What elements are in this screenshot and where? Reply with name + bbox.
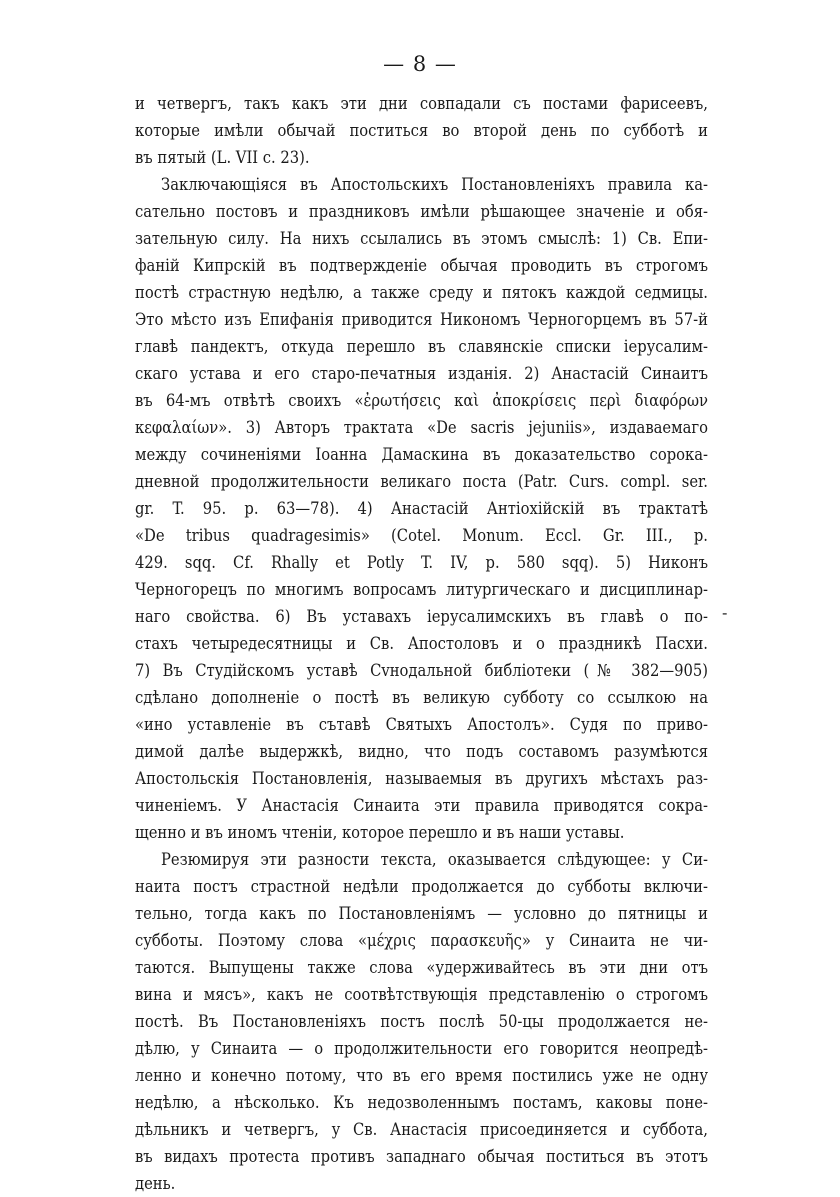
text-line: сательно постовъ и праздниковъ имѣли рѣшающее значенiе и обя- xyxy=(135,202,708,221)
text-line: субботы. Поэтому слова «μέχρις παρασκευῆς» у Синаита не чи- xyxy=(135,931,708,950)
text-line: въ пятый (L. VII c. 23). xyxy=(135,148,310,167)
text-line: которые имѣли обычай поститься во второй день по субботѣ и xyxy=(135,121,708,140)
text-line: тельно, тогда какъ по Постановленiямъ — условно до пятницы и xyxy=(135,904,708,923)
page-number: — 8 — xyxy=(383,52,457,76)
text-line: дневной продолжительности великаго поста (Patr. Curs. compl. ser. xyxy=(135,472,708,491)
text-line: въ видахъ протеста противъ западнаго обычая поститься въ этотъ xyxy=(135,1147,708,1166)
text-line: щенно и въ иномъ чтенiи, которое перешло и въ наши уставы. xyxy=(135,823,625,842)
text-line: Это мѣсто изъ Епифанiя приводится Никономъ Черногорцемъ въ 57-й xyxy=(135,310,708,329)
text-line: постѣ. Въ Постановленiяхъ постъ послѣ 50-цы продолжается не- xyxy=(135,1012,708,1031)
text-line: вина и мясъ», какъ не соотвѣтствующiя представленiю о строгомъ xyxy=(135,985,708,1004)
text-line: недѣлю, а нѣсколько. Къ недозволеннымъ постамъ, каковы поне- xyxy=(135,1093,708,1112)
text-line: дѣльникъ и четвергъ, у Св. Анастасiя присоединяется и суббота, xyxy=(135,1120,708,1139)
text-line: ленно и конечно потому, что въ его время постились уже не одну xyxy=(135,1066,708,1085)
text-line: «De tribus quadragesimis» (Cotel. Monum. Eccl. Gr. III., p. xyxy=(135,526,708,545)
text-line: постѣ страстную недѣлю, а также среду и пятокъ каждой седмицы. xyxy=(135,283,708,302)
text-line: Резюмируя эти разности текста, оказывается слѣдующее: у Си- xyxy=(161,850,708,869)
text-line: сдѣлано дополненiе о постѣ въ великую субботу со ссылкою на xyxy=(135,688,708,707)
text-line: между сочиненiями Iоанна Дамаскина въ доказательство сорока- xyxy=(135,445,708,464)
text-line: димой далѣе выдержкѣ, видно, что подъ составомъ разумѣются xyxy=(135,742,708,761)
text-line: 7) Въ Студiйскомъ уставѣ Сvнодальной библiотеки (№ 382—905) xyxy=(135,661,708,680)
text-line: фанiй Кипрскiй въ подтвержденiе обычая проводить въ строгомъ xyxy=(135,256,708,275)
text-line: зательную силу. На нихъ ссылались въ этомъ смыслѣ: 1) Св. Епи- xyxy=(135,229,708,248)
text-line: Черногорецъ по многимъ вопросамъ литургическаго и дисциплинар- xyxy=(135,580,708,599)
text-line: κεφαλαίων». 3) Авторъ трактата «De sacris jejuniis», издаваемаго xyxy=(135,418,708,437)
text-line: дѣлю, у Синаита — о продолжительности его говорится неопредѣ- xyxy=(135,1039,708,1058)
text-line: чиненiемъ. У Анастасiя Синаита эти правила приводятся сокра- xyxy=(135,796,708,815)
body-text xyxy=(135,90,708,1197)
text-line: Заключающiяся въ Апостольскихъ Постановленiяхъ правила ка- xyxy=(161,175,708,194)
text-line: стахъ четыредесятницы и Св. Апостоловъ и о праздникѣ Пасхи. xyxy=(135,634,708,653)
text-line: въ 64-мъ отвѣтѣ своихъ «ἐρωτήσεις καὶ ἀποκρίσεις περὶ διαφόρων xyxy=(135,391,708,410)
text-line: день. xyxy=(135,1174,176,1193)
text-line: Апостольскiя Постановленiя, называемыя въ другихъ мѣстахъ раз- xyxy=(135,769,708,788)
text-line: скаго устава и его старо-печатныя изданiя. 2) Анастасiй Синаитъ xyxy=(135,364,708,383)
margin-mark: - xyxy=(722,603,728,622)
text-line: таются. Выпущены также слова «удерживайтесь въ эти дни отъ xyxy=(135,958,708,977)
text-line: «ино уставленiе въ сътавѣ Святыхъ Апостолъ». Судя по приво- xyxy=(135,715,708,734)
text-line: 429. sqq. Cf. Rhally et Potly T. IV, p. 580 sqq). 5) Никонъ xyxy=(135,553,708,572)
text-line: gr. T. 95. p. 63—78). 4) Анастасiй Антiохiйскiй въ трактатѣ xyxy=(135,499,708,518)
text-line: и четвергъ, такъ какъ эти дни совпадали съ постами фарисеевъ, xyxy=(135,94,708,113)
text-line: главѣ пандектъ, откуда перешло въ славянскiе списки iерусалим- xyxy=(135,337,708,356)
text-line: наита постъ страстной недѣли продолжается до субботы включи- xyxy=(135,877,708,896)
text-line: наго свойства. 6) Въ уставахъ iерусалимскихъ въ главѣ о по- xyxy=(135,607,708,626)
